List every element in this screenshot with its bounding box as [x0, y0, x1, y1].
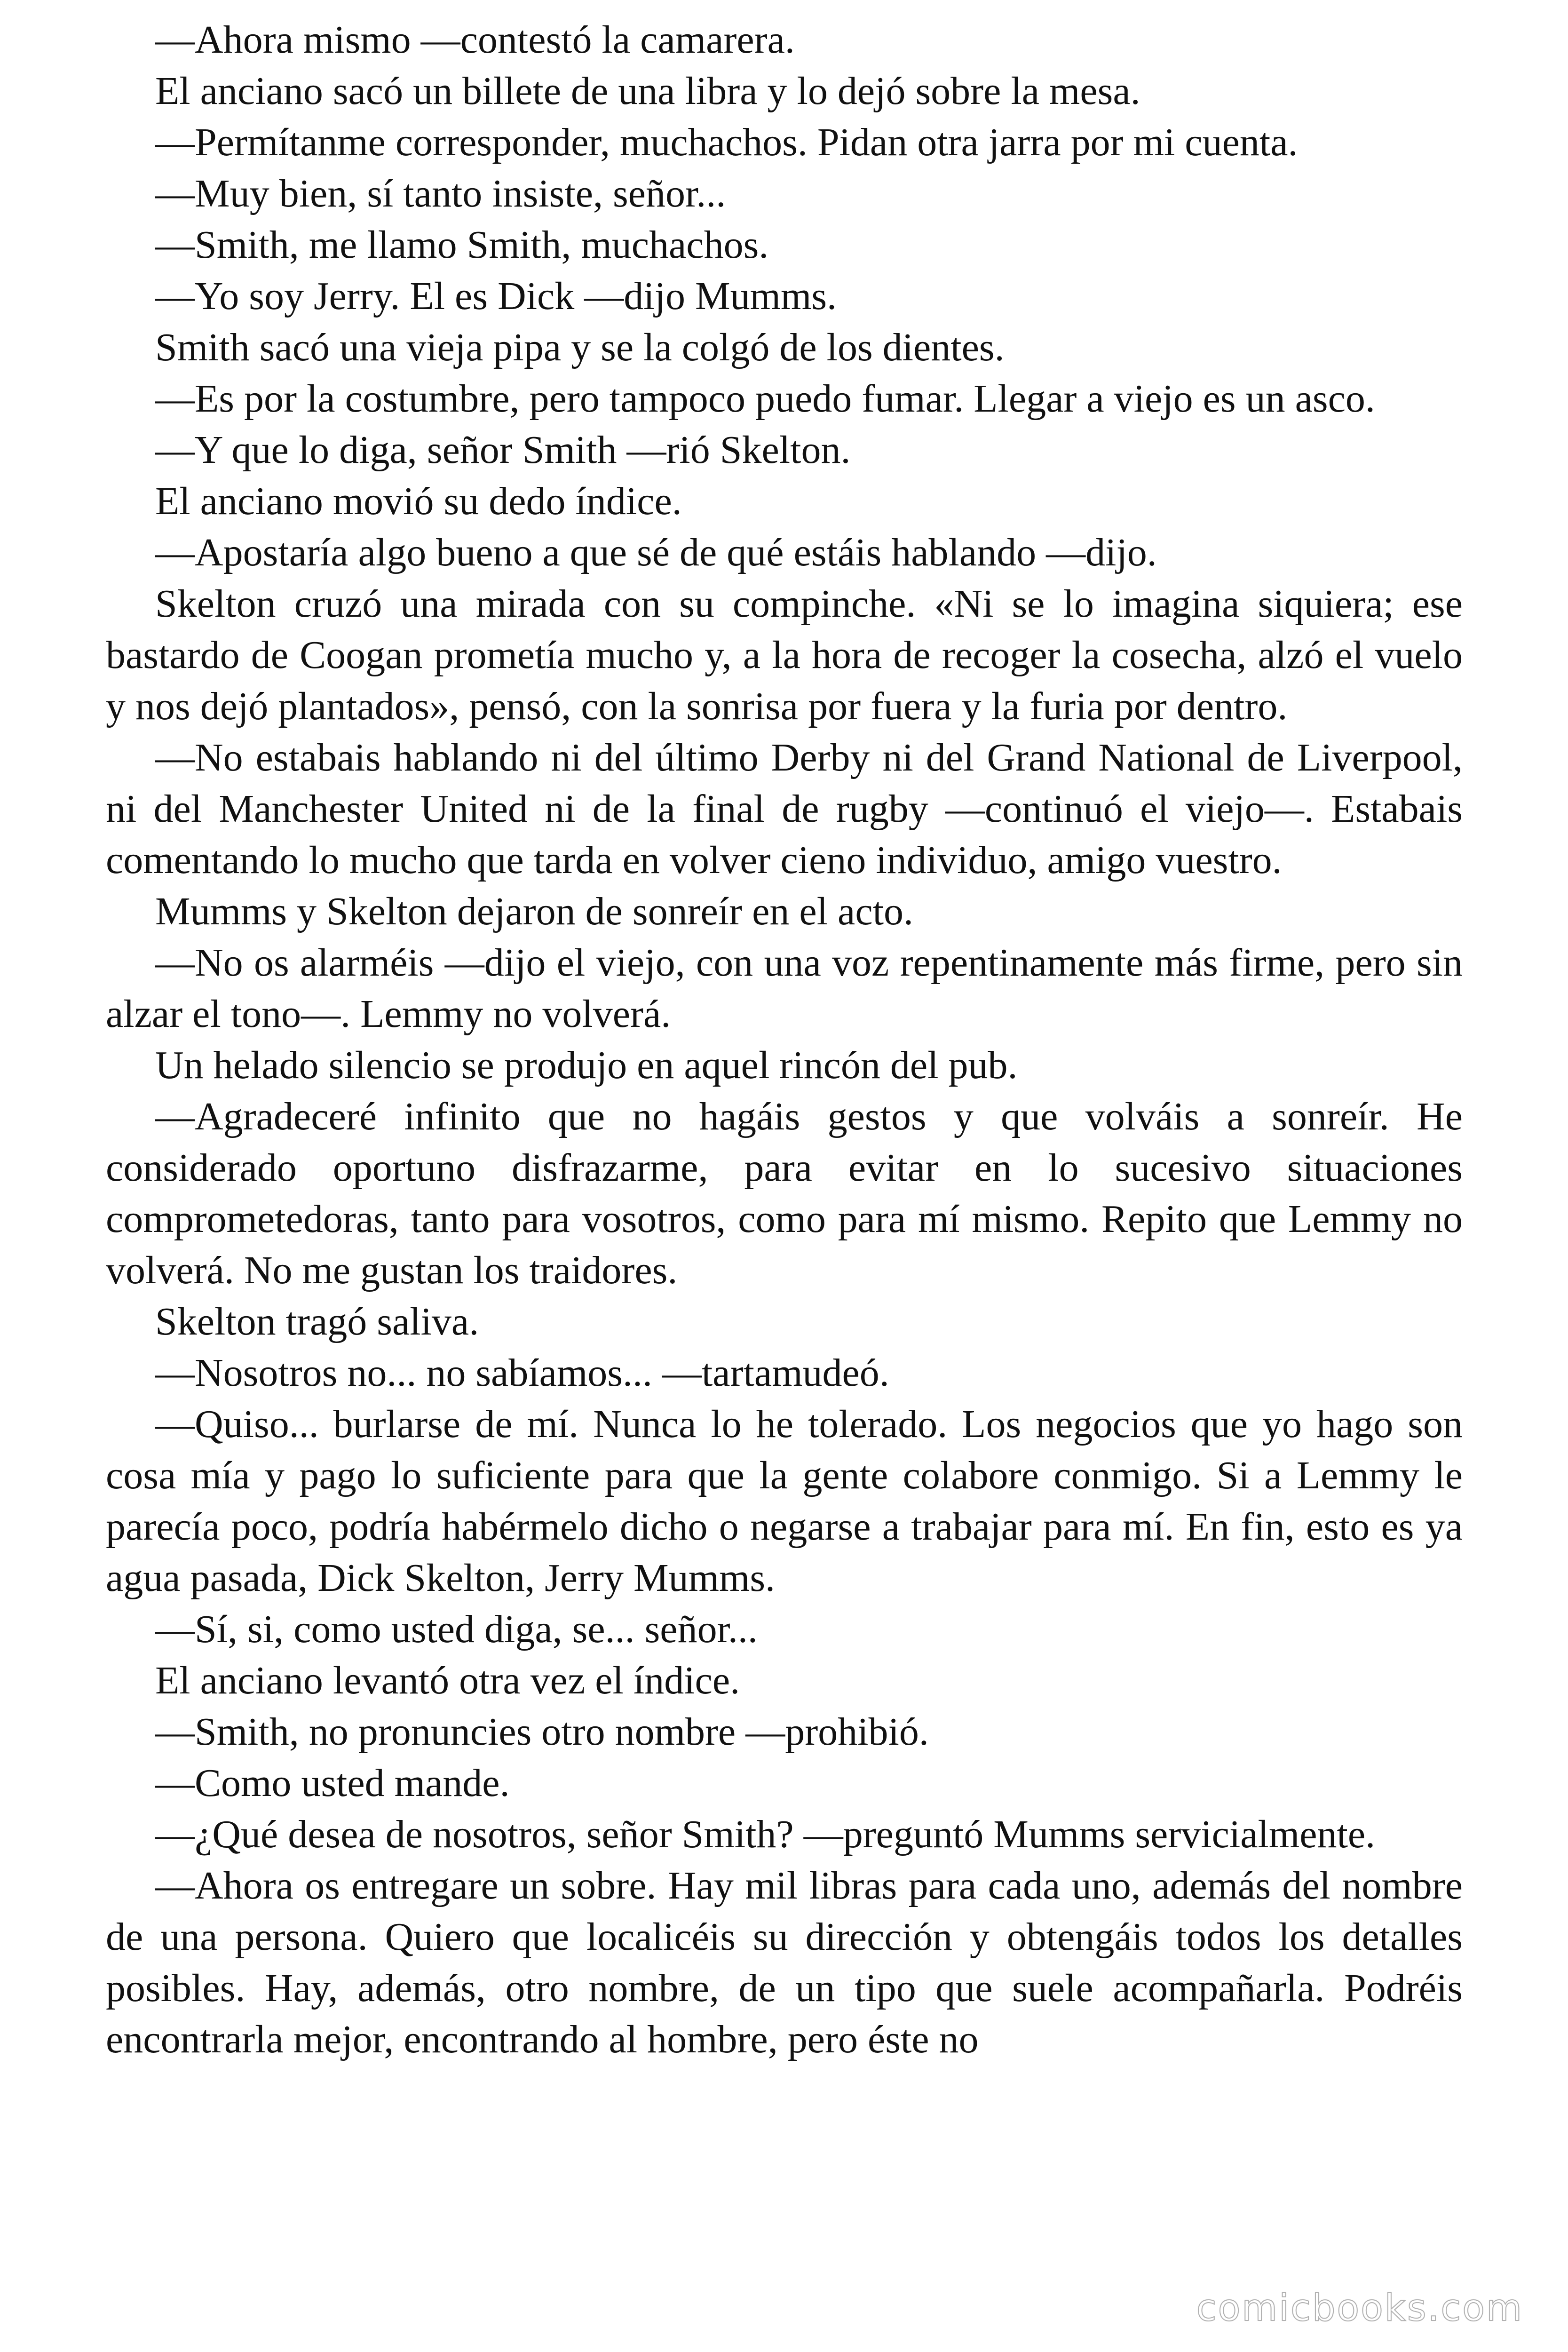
paragraph-20: —Quiso... burlarse de mí. Nunca lo he tolerado. Los negocios que yo hago son cosa mía y pago lo suficiente para que la gente colabore conmigo. Si a Lemmy le parecía poco, podría habérmelo dicho o negarse a trabajar para mí. En fin, esto es ya agua pasada, Dick Skelton, Jerry Mumms. — [106, 1402, 1463, 1600]
paragraph-17: —Agradeceré infinito que no hagáis gestos y que volváis a sonreír. He considerado oportuno disfrazarme, para evitar en lo sucesivo situaciones comprometedoras, tanto para vosotros, como para mí mismo. Repito que Lemmy no volverá. No me gustan los traidores. — [106, 1095, 1463, 1292]
paragraph-18: Skelton tragó saliva. — [155, 1300, 479, 1343]
paragraph-23: —Smith, no pronuncies otro nombre —prohibió. — [155, 1710, 929, 1754]
page-text — [106, 14, 1463, 2065]
paragraph-10: El anciano movió su dedo índice. — [155, 479, 682, 523]
paragraph-14: Mumms y Skelton dejaron de sonreír en el acto. — [155, 890, 913, 933]
paragraph-13: —No estabais hablando ni del último Derby ni del Grand National de Liverpool, ni del Manchester United ni de la final de rugby —continuó el viejo—. Estabais comentando lo mucho que tarda en volver cieno individuo, amigo vuestro. — [106, 736, 1463, 882]
paragraph-6: —Yo soy Jerry. El es Dick —dijo Mumms. — [155, 274, 837, 318]
paragraph-15: —No os alarméis —dijo el viejo, con una voz repentinamente más firme, pero sin alzar el tono—. Lemmy no volverá. — [106, 941, 1463, 1036]
paragraph-1: —Ahora mismo —contestó la camarera. — [155, 18, 795, 62]
paragraph-26: —Ahora os entregare un sobre. Hay mil libras para cada uno, además del nombre de una persona. Quiero que localicéis su dirección y obtengáis todos los detalles posibles. Hay, además, otro nombre, de un tipo que suele acompañarla. Podréis encontrarla mejor, encontrando al hombre, pero éste no — [106, 1864, 1463, 2061]
watermark: comicbooks.com — [1196, 2287, 1523, 2329]
paragraph-24: —Como usted mande. — [155, 1761, 510, 1805]
paragraph-3: —Permítanme corresponder, muchachos. Pidan otra jarra por mi cuenta. — [155, 120, 1298, 164]
paragraph-2: El anciano sacó un billete de una libra y lo dejó sobre la mesa. — [155, 69, 1140, 113]
paragraph-12: Skelton cruzó una mirada con su compinche. «Ni se lo imagina siquiera; ese bastardo de Coogan prometía mucho y, a la hora de recoger la cosecha, alzó el vuelo y nos dejó plantados», pensó, con la sonrisa por fuera y la furia por dentro. — [106, 582, 1463, 728]
paragraph-22: El anciano levantó otra vez el índice. — [155, 1659, 740, 1702]
paragraph-19: —Nosotros no... no sabíamos... —tartamudeó. — [155, 1351, 889, 1395]
paragraph-8: —Es por la costumbre, pero tampoco puedo fumar. Llegar a viejo es un asco. — [155, 377, 1375, 421]
paragraph-7: Smith sacó una vieja pipa y se la colgó de los dientes. — [155, 326, 1005, 369]
paragraph-11: —Apostaría algo bueno a que sé de qué estáis hablando —dijo. — [155, 531, 1157, 574]
paragraph-5: —Smith, me llamo Smith, muchachos. — [155, 223, 769, 267]
paragraph-9: —Y que lo diga, señor Smith —rió Skelton. — [155, 428, 851, 472]
paragraph-4: —Muy bien, sí tanto insiste, señor... — [155, 172, 726, 215]
paragraph-25: —¿Qué desea de nosotros, señor Smith? —preguntó Mumms servicialmente. — [155, 1812, 1376, 1856]
paragraph-21: —Sí, si, como usted diga, se... señor... — [155, 1607, 758, 1651]
paragraph-16: Un helado silencio se produjo en aquel rincón del pub. — [155, 1043, 1018, 1087]
